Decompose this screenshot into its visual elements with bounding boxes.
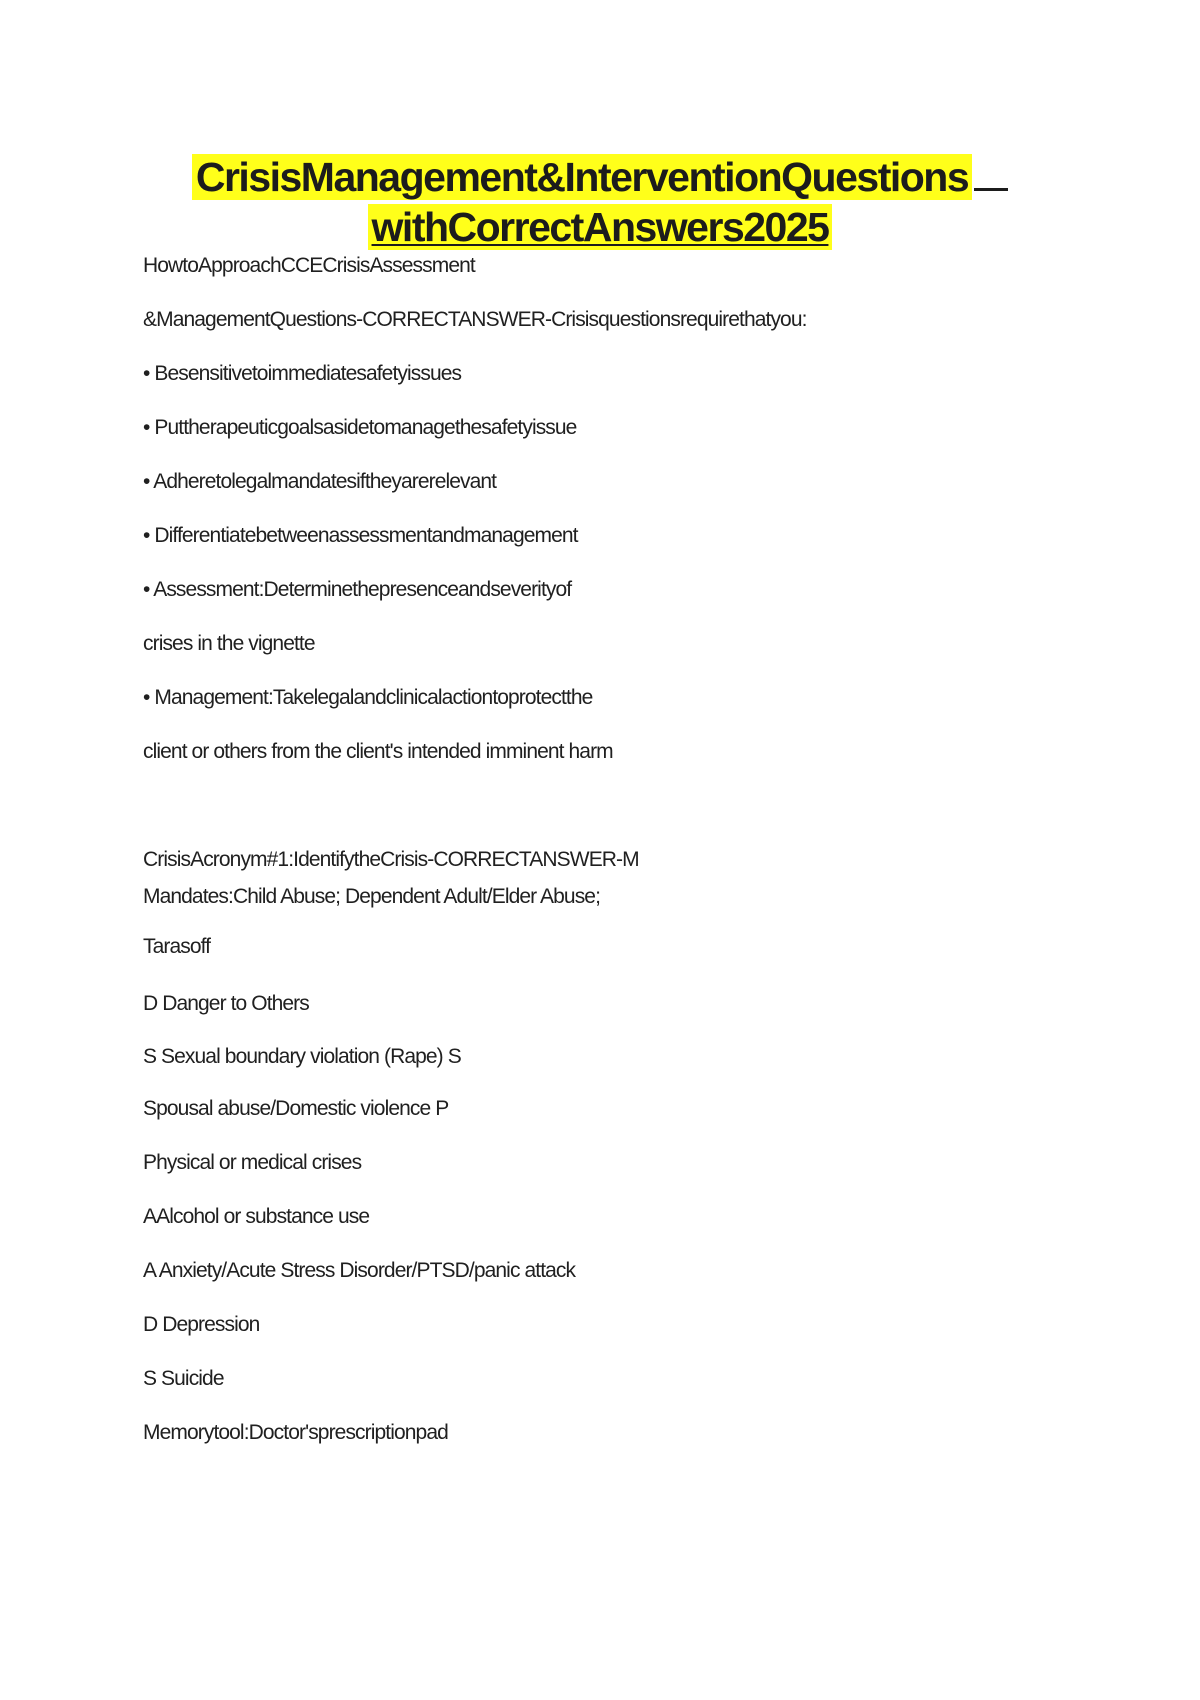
answer-line: Mandates:Child Abuse; Dependent Adult/Elder Abuse; bbox=[143, 885, 601, 908]
question-1-part-1: HowtoApproachCCECrisisAssessment bbox=[143, 254, 475, 277]
answer-line: D Danger to Others bbox=[143, 992, 309, 1015]
answer-line: S Sexual boundary violation (Rape) S bbox=[143, 1045, 461, 1068]
answer-line: D Depression bbox=[143, 1313, 260, 1336]
answer-line: S Suicide bbox=[143, 1367, 224, 1390]
answer-continuation: crises in the vignette bbox=[143, 632, 315, 655]
document-title bbox=[0, 152, 1200, 252]
answer-line: A Anxiety/Acute Stress Disorder/PTSD/panic attack bbox=[143, 1259, 576, 1282]
answer-continuation: client or others from the client's intended imminent harm bbox=[143, 740, 613, 763]
answer-bullet: • Puttherapeuticgoalsasidetomanagethesafetyissue bbox=[143, 416, 577, 439]
title-line-1-text: CrisisManagement&InterventionQuestions bbox=[192, 154, 972, 200]
memory-tool-line: Memorytool:Doctor'sprescriptionpad bbox=[143, 1421, 448, 1444]
answer-bullet: • Adheretolegalmandatesiftheyarerelevant bbox=[143, 470, 497, 493]
title-line-2 bbox=[0, 202, 1200, 252]
answer-line: Physical or medical crises bbox=[143, 1151, 362, 1174]
answer-bullet: • Differentiatebetweenassessmentandmanagement bbox=[143, 524, 578, 547]
question-2: CrisisAcronym#1:IdentifytheCrisis-CORRECTANSWER-M bbox=[143, 848, 639, 871]
answer-line: Tarasoff bbox=[143, 935, 211, 958]
title-underscore bbox=[974, 158, 1008, 191]
answer-bullet: • Assessment:Determinethepresenceandseverityof bbox=[143, 578, 572, 601]
answer-bullet: • Management:Takelegalandclinicalactiontoprotectthe bbox=[143, 686, 593, 709]
title-line-1 bbox=[0, 152, 1200, 202]
title-line-2-text: withCorrectAnswers2025 bbox=[368, 204, 833, 250]
answer-line: AAlcohol or substance use bbox=[143, 1205, 370, 1228]
answer-line: Spousal abuse/Domestic violence P bbox=[143, 1097, 449, 1120]
question-1-part-2: &ManagementQuestions-CORRECTANSWER-Crisisquestionsrequirethatyou: bbox=[143, 308, 807, 331]
answer-bullet: • Besensitivetoimmediatesafetyissues bbox=[143, 362, 462, 385]
